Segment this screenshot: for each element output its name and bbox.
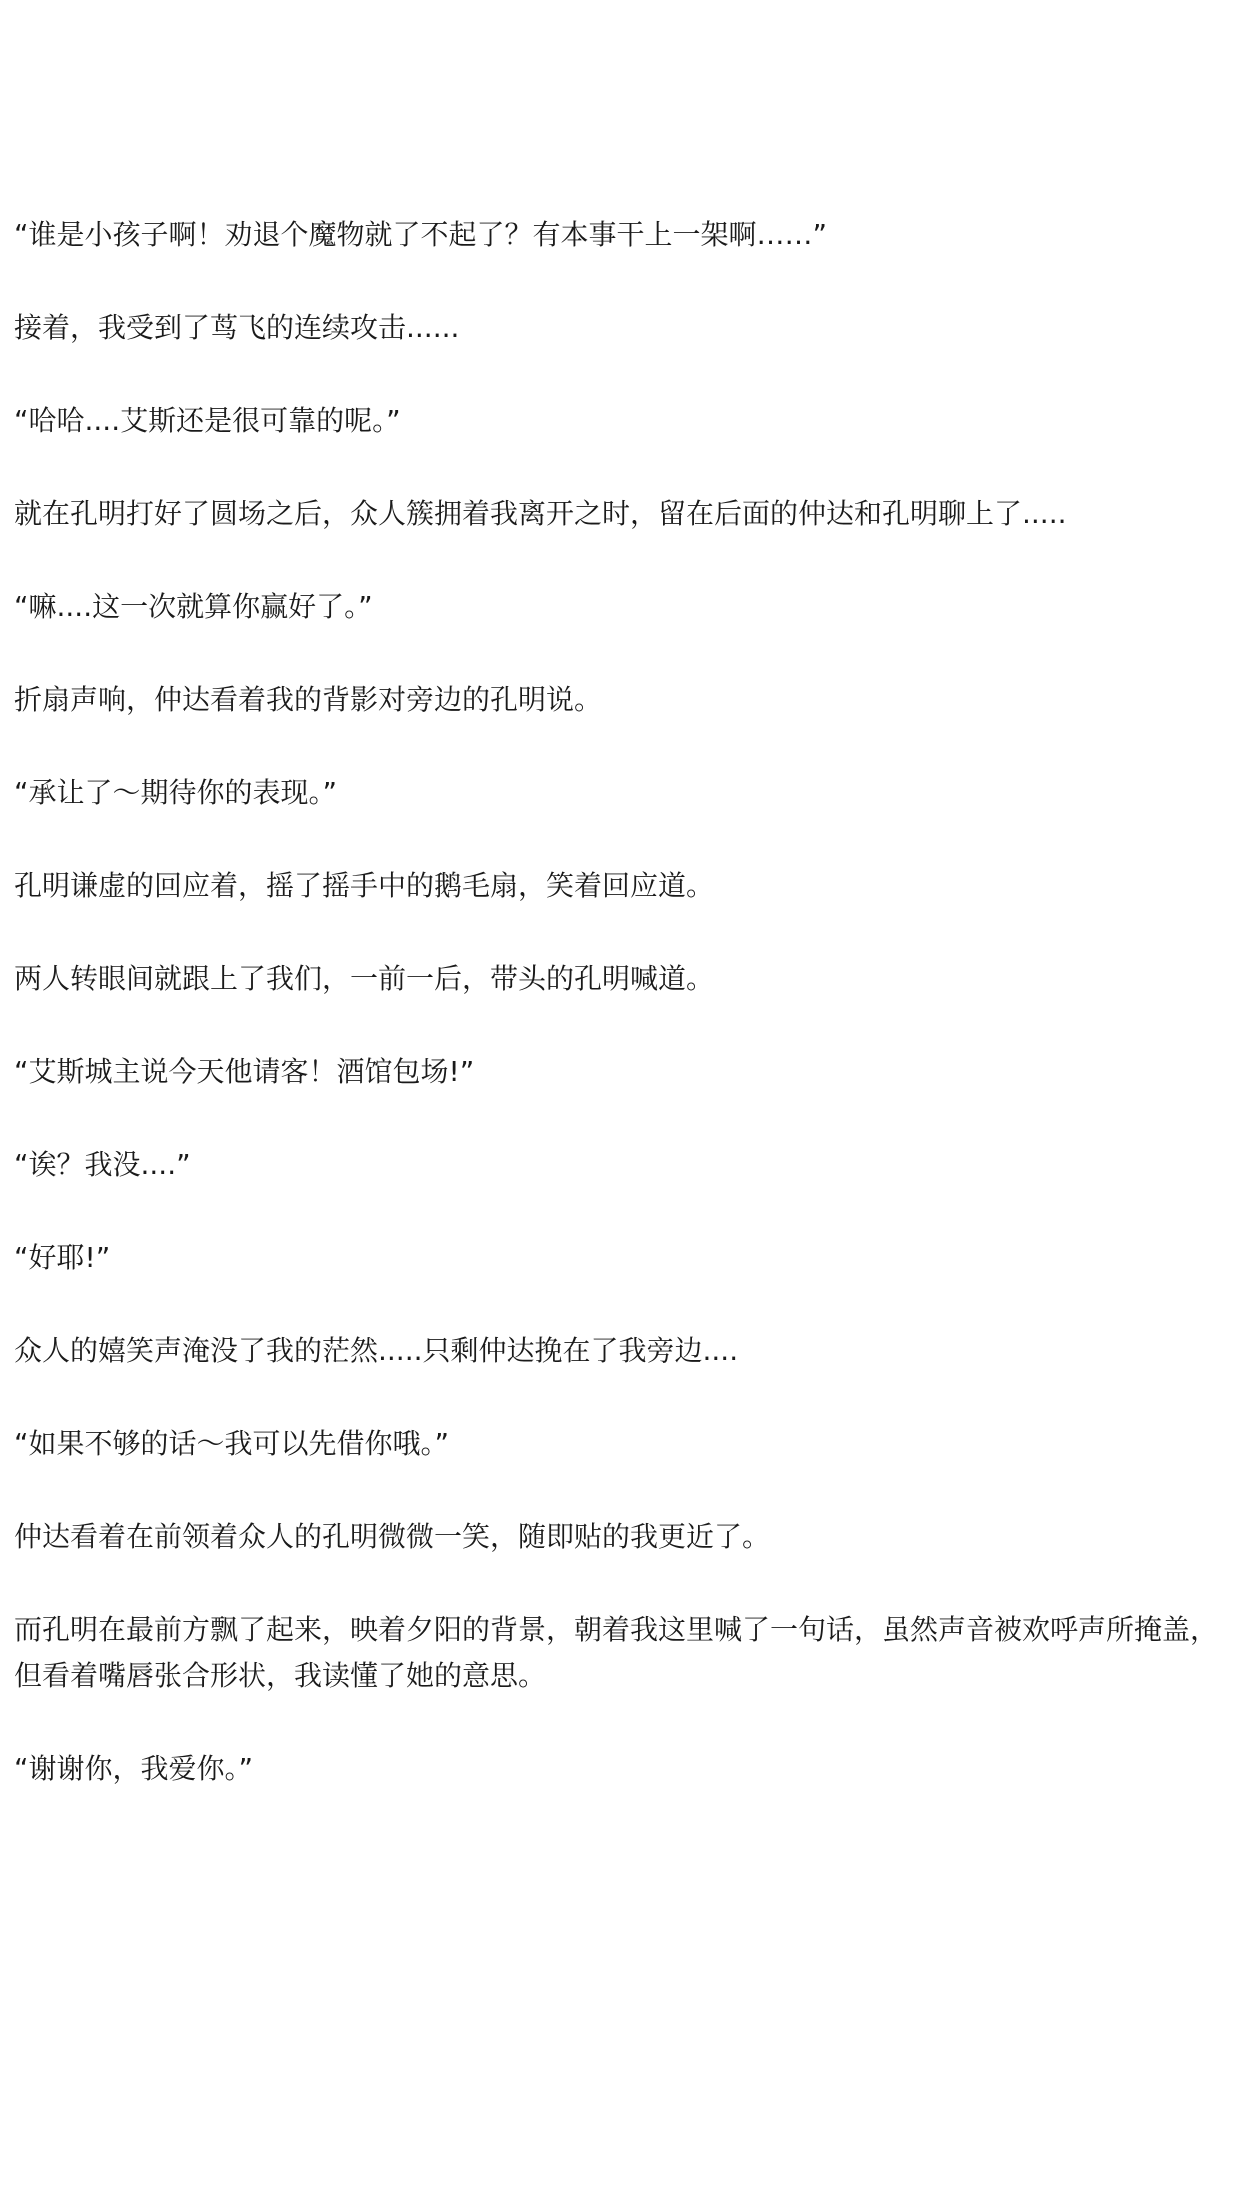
paragraph: 接着，我受到了茑飞的连续攻击...... xyxy=(14,311,460,344)
paragraph: 就在孔明打好了圆场之后，众人簇拥着我离开之时，留在后面的仲达和孔明聊上了..... xyxy=(14,497,1067,530)
paragraph: “好耶!” xyxy=(14,1241,111,1274)
paragraph: 而孔明在最前方飘了起来，映着夕阳的背景，朝着我这里喊了一句话，虽然声音被欢呼声所掩盖，但看着嘴唇张合形状，我读懂了她的意思。 xyxy=(14,1613,1219,1692)
paragraph: “如果不够的话～我可以先借你哦。” xyxy=(14,1427,450,1460)
story-text xyxy=(14,212,1236,1839)
paragraph: “哈哈....艾斯还是很可靠的呢。” xyxy=(14,404,401,437)
paragraph: 两人转眼间就跟上了我们，一前一后，带头的孔明喊道。 xyxy=(14,962,715,995)
paragraph: 众人的嬉笑声淹没了我的茫然.....只剩仲达挽在了我旁边.... xyxy=(14,1334,739,1367)
paragraph: “嘛....这一次就算你赢好了。” xyxy=(14,590,373,623)
paragraph: “诶？我没....” xyxy=(14,1148,191,1181)
paragraph: “承让了～期待你的表现。” xyxy=(14,776,338,809)
paragraph: “谢谢你，我爱你。” xyxy=(14,1752,254,1785)
paragraph: 孔明谦虚的回应着，摇了摇手中的鹅毛扇，笑着回应道。 xyxy=(14,869,715,902)
paragraph: “艾斯城主说今天他请客！酒馆包场!” xyxy=(14,1055,475,1088)
paragraph: “谁是小孩子啊！劝退个魔物就了不起了？有本事干上一架啊……” xyxy=(14,218,828,251)
paragraph: 折扇声响，仲达看着我的背影对旁边的孔明说。 xyxy=(14,683,603,716)
paragraph: 仲达看着在前领着众人的孔明微微一笑，随即贴的我更近了。 xyxy=(14,1520,771,1553)
